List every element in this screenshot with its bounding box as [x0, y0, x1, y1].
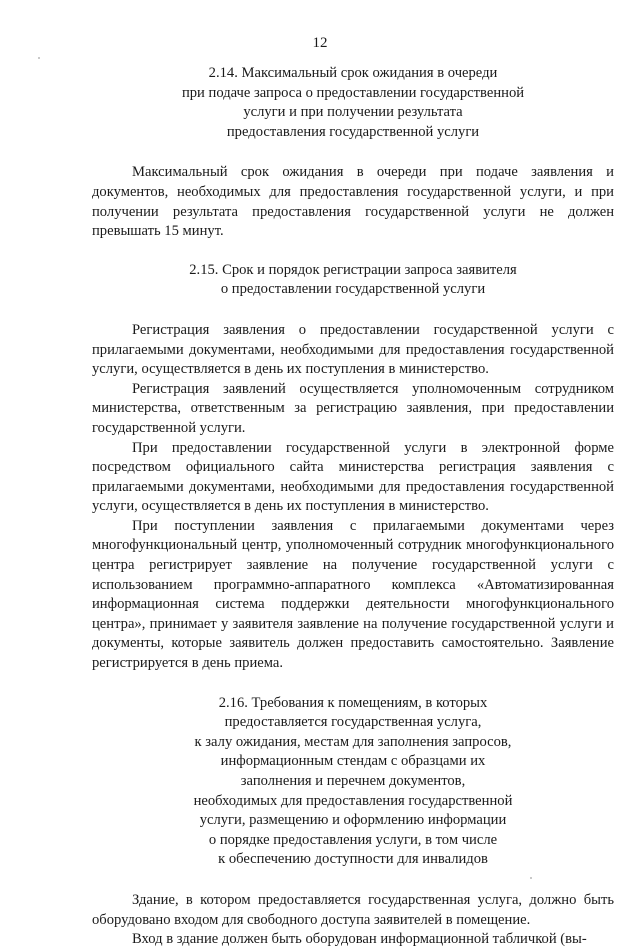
- paragraph: Регистрация заявлений осуществляется уполномоченным сотрудником министерства, ответственным за регистрацию заявления, при предоставлении государственной услуги.: [92, 380, 614, 436]
- document-body: [92, 64, 614, 950]
- heading-line: к залу ожидания, местам для заполнения запросов,: [194, 733, 512, 750]
- heading-line: услуги, размещению и оформлению информации: [199, 812, 507, 829]
- section-heading-2-16: [92, 694, 614, 870]
- heading-line: услуги и при получении результата: [243, 104, 463, 121]
- paragraph: Регистрация заявления о предоставлении государственной услуги с прилагаемыми документами, необходимыми для предоставления государственной услуги, осуществляется в день их поступления в министерство.: [92, 321, 614, 378]
- heading-line: о порядке предоставления услуги, в том числе: [208, 831, 498, 848]
- heading-line: предоставления государственной услуги: [226, 123, 480, 140]
- paragraph: Максимальный срок ожидания в очереди при подаче заявления и документов, необходимых для предоставления государственной услуги, и при получении результата предоставления государственной услуги не должен превышать 15 минут.: [92, 164, 614, 240]
- page-number: 12: [312, 35, 328, 51]
- paragraph: Здание, в котором предоставляется государственная услуга, должно быть оборудовано входом для свободного доступа заявителей в помещение.: [92, 891, 614, 928]
- scan-speck: [38, 57, 40, 59]
- heading-line: заполнения и перечнем документов,: [240, 773, 466, 789]
- section-heading-2-14: [92, 64, 614, 142]
- heading-line: к обеспечению доступности для инвалидов: [218, 851, 488, 868]
- heading-line: при подаче запроса о предоставлении государственной: [181, 84, 525, 101]
- paragraph: При предоставлении государственной услуги в электронной форме посредством официального сайта министерства регистрация заявления с прилагаемыми документами, необходимыми для предоставления государственной услуги, осуществляется в день их поступления в министерство.: [92, 439, 614, 515]
- heading-line: необходимых для предоставления государственной: [193, 792, 513, 809]
- section-heading-2-15: [92, 261, 614, 300]
- heading-line: информационным стендам с образцами их: [220, 753, 486, 770]
- heading-line: предоставляется государственная услуга,: [224, 714, 482, 731]
- heading-line: о предоставлении государственной услуги: [220, 281, 486, 298]
- heading-line: 2.15. Срок и порядок регистрации запроса заявителя: [189, 261, 517, 278]
- paragraph: Вход в здание должен быть оборудован информационной табличкой (вы-: [132, 931, 587, 948]
- heading-line: 2.14. Максимальный срок ожидания в очереди: [208, 65, 498, 81]
- scan-speck: [530, 877, 532, 879]
- heading-line: 2.16. Требования к помещениям, в которых: [218, 694, 488, 711]
- paragraph: При поступлении заявления с прилагаемыми документами через многофункциональный центр, уполномоченный сотрудник многофункционального центра регистрирует заявление на получение государственной услуги с использованием программно-аппаратного комплекса «Автоматизированная информационная система поддержки деятельности многофункционального центра», принимает у заявителя заявление на получение государственной услуги и документы, которые заявитель должен предоставить самостоятельно. Заявление регистрируется в день приема.: [92, 517, 614, 672]
